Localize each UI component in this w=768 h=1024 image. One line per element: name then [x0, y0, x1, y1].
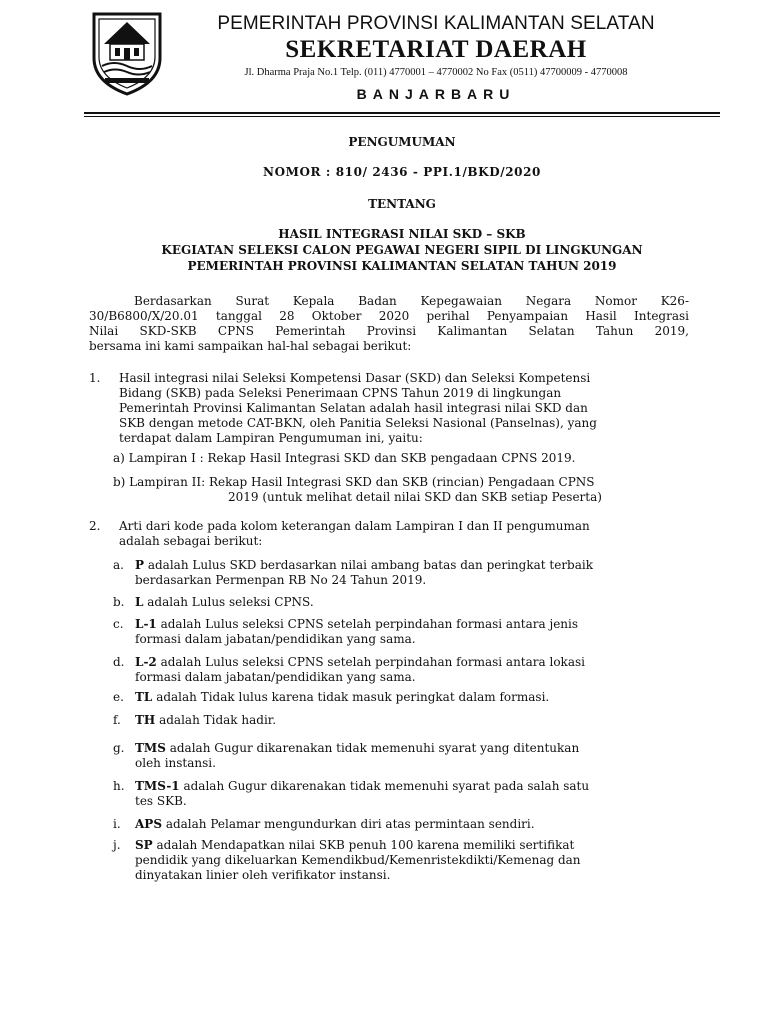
- attachment-line: b) Lampiran II: Rekap Hasil Integrasi SKD dan SKB (rincian) Pengadaan CPNS: [113, 475, 595, 489]
- point-1-line: SKB dengan metode CAT-BKN, oleh Panitia Seleksi Nasional (Panselnas), yang: [119, 416, 597, 430]
- code-desc: berdasarkan Permenpan RB No 24 Tahun 2019.: [135, 573, 427, 587]
- point-1-line: Hasil integrasi nilai Seleksi Kompetensi Dasar (SKD) dan Seleksi Kompetensi: [119, 371, 591, 385]
- code-label: TMS: [135, 741, 166, 755]
- letterhead-rule-thick: [84, 112, 720, 114]
- attachment-line: a) Lampiran I : Rekap Hasil Integrasi SKD dan SKB pengadaan CPNS 2019.: [113, 451, 576, 465]
- code-label: TMS-1: [135, 779, 180, 793]
- code-desc: pendidik yang dikeluarkan Kemendikbud/Kemenristekdikti/Kemenag dan: [135, 853, 581, 867]
- code-desc: formasi dalam jabatan/pendidikan yang sama.: [135, 632, 416, 646]
- document-subject-line: KEGIATAN SELEKSI CALON PEGAWAI NEGERI SIPIL DI LINGKUNGAN: [161, 243, 643, 257]
- point-2-line: adalah sebagai berikut:: [119, 534, 263, 548]
- attachment-b: [113, 475, 602, 505]
- code-desc: adalah Tidak lulus karena tidak masuk peringkat dalam formasi.: [152, 690, 550, 704]
- intro-line: Nilai SKD-SKB CPNS Pemerintah Provinsi Kalimantan Selatan Tahun 2019,: [89, 324, 689, 338]
- code-label: TH: [135, 713, 156, 727]
- point-2-text: [119, 519, 590, 549]
- code-item-tms: [135, 741, 579, 771]
- item-letter: e.: [113, 690, 124, 704]
- code-label: L: [135, 595, 144, 609]
- code-item-p: [135, 558, 593, 588]
- code-desc: dinyatakan linier oleh verifikator instansi.: [135, 868, 391, 882]
- item-letter: h.: [113, 779, 125, 793]
- code-desc: adalah Lulus seleksi CPNS.: [143, 595, 314, 609]
- letterhead-city: BANJARBARU: [356, 86, 516, 102]
- provincial-emblem-logo: [88, 10, 166, 96]
- intro-line: bersama ini kami sampaikan hal-hal sebagai berikut:: [89, 339, 412, 353]
- item-letter: f.: [113, 713, 121, 727]
- point-1-line: terdapat dalam Lampiran Pengumuman ini, yaitu:: [119, 431, 423, 445]
- letterhead-rule-thin: [84, 116, 720, 117]
- code-item-th: [135, 713, 276, 728]
- document-subject-line: HASIL INTEGRASI NILAI SKD – SKB: [278, 227, 526, 241]
- code-desc: adalah Mendapatkan nilai SKB penuh 100 karena memiliki sertifikat: [152, 838, 575, 852]
- point-2-line: Arti dari kode pada kolom keterangan dalam Lampiran I dan II pengumuman: [119, 519, 590, 533]
- code-label: P: [135, 558, 145, 572]
- code-item-l1: [135, 617, 578, 647]
- code-item-aps: [135, 817, 535, 832]
- intro-line: 30/B6800/X/20.01 tanggal 28 Oktober 2020 perihal Penyampaian Hasil Integrasi: [89, 309, 689, 323]
- code-item-l: [135, 595, 314, 610]
- code-desc: tes SKB.: [135, 794, 187, 808]
- point-1-text: [119, 371, 689, 446]
- document-tentang: TENTANG: [368, 197, 436, 211]
- item-letter: a.: [113, 558, 124, 572]
- letterhead-office-name: SEKRETARIAT DAERAH: [285, 36, 587, 63]
- item-letter: b.: [113, 595, 125, 609]
- item-letter: d.: [113, 655, 125, 669]
- document-title: PENGUMUMAN: [348, 135, 456, 149]
- intro-paragraph: [89, 294, 689, 354]
- code-item-l2: [135, 655, 585, 685]
- item-letter: j.: [113, 838, 121, 852]
- code-desc: oleh instansi.: [135, 756, 216, 770]
- intro-line: Berdasarkan Surat Kepala Badan Kepegawaian Negara Nomor K26-: [134, 294, 689, 308]
- point-number: 1.: [89, 371, 101, 385]
- code-label: SP: [135, 838, 153, 852]
- attachment-a: [113, 451, 575, 466]
- document-subject-line: PEMERINTAH PROVINSI KALIMANTAN SELATAN TAHUN 2019: [187, 259, 617, 273]
- code-item-sp: [135, 838, 581, 883]
- point-number: 2.: [89, 519, 101, 533]
- letterhead-government-name: PEMERINTAH PROVINSI KALIMANTAN SELATAN: [217, 13, 655, 34]
- code-desc: adalah Lulus seleksi CPNS setelah perpindahan formasi antara lokasi: [156, 655, 585, 669]
- code-desc: adalah Lulus SKD berdasarkan nilai ambang batas dan peringkat terbaik: [144, 558, 594, 572]
- code-label: TL: [135, 690, 153, 704]
- code-item-tl: [135, 690, 549, 705]
- code-label: L-2: [135, 655, 157, 669]
- code-item-tms1: [135, 779, 589, 809]
- code-desc: adalah Tidak hadir.: [155, 713, 277, 727]
- point-1-line: Pemerintah Provinsi Kalimantan Selatan adalah hasil integrasi nilai SKD dan: [119, 401, 588, 415]
- item-letter: c.: [113, 617, 124, 631]
- code-desc: adalah Gugur dikarenakan tidak memenuhi syarat yang ditentukan: [165, 741, 580, 755]
- code-label: L-1: [135, 617, 157, 631]
- code-desc: adalah Gugur dikarenakan tidak memenuhi syarat pada salah satu: [179, 779, 590, 793]
- code-desc: formasi dalam jabatan/pendidikan yang sama.: [135, 670, 416, 684]
- letterhead-address: Jl. Dharma Praja No.1 Telp. (011) 4770001 – 4770002 No Fax (0511) 47700009 - 4770008: [244, 67, 628, 78]
- attachment-line: 2019 (untuk melihat detail nilai SKD dan SKB setiap Peserta): [228, 490, 602, 504]
- item-letter: i.: [113, 817, 121, 831]
- code-desc: adalah Pelamar mengundurkan diri atas permintaan sendiri.: [162, 817, 535, 831]
- code-desc: adalah Lulus seleksi CPNS setelah perpindahan formasi antara jenis: [156, 617, 579, 631]
- code-label: APS: [135, 817, 162, 831]
- item-letter: g.: [113, 741, 125, 755]
- point-1-line: Bidang (SKB) pada Seleksi Penerimaan CPNS Tahun 2019 di lingkungan: [119, 386, 562, 400]
- document-number: NOMOR : 810/ 2436 - PPI.1/BKD/2020: [263, 165, 541, 179]
